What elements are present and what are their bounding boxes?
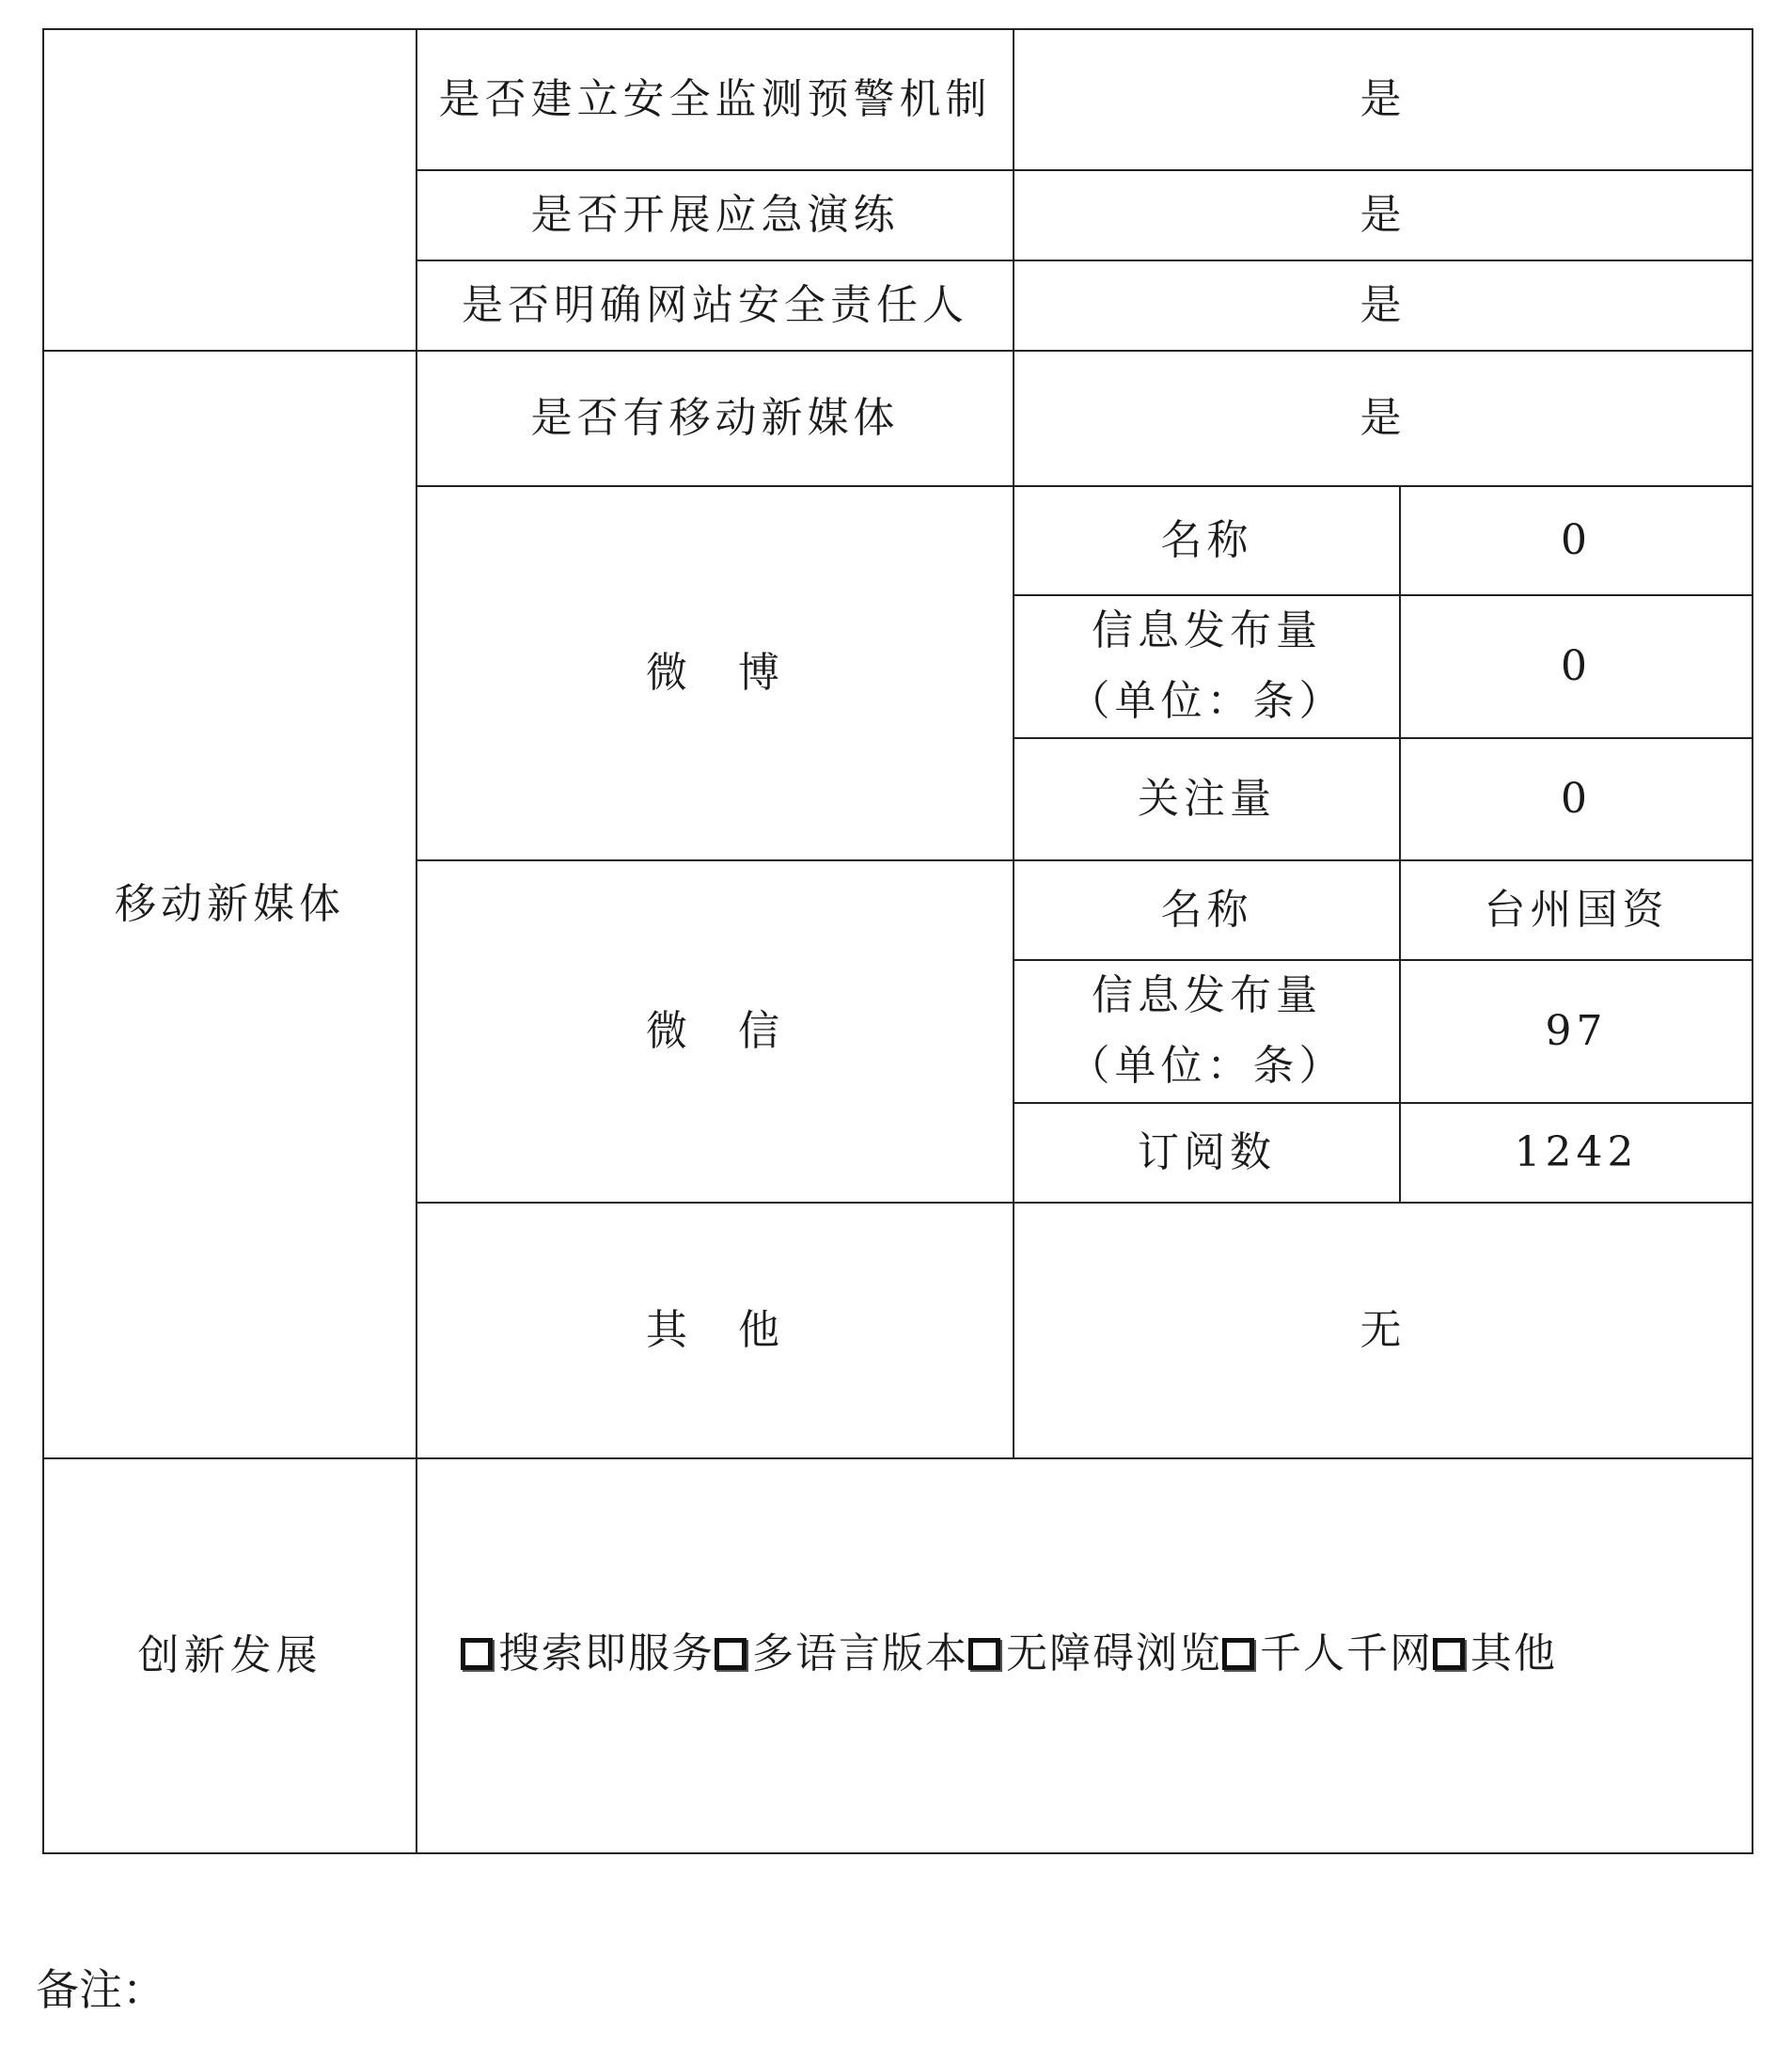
wechat-posts-label bbox=[1014, 960, 1400, 1103]
checkbox-icon[interactable] bbox=[1222, 1638, 1254, 1670]
security-owner-label: 是否明确网站安全责任人 bbox=[417, 260, 1014, 351]
security-owner-value: 是 bbox=[1014, 260, 1753, 351]
option-label: 无障碍浏览 bbox=[1006, 1629, 1222, 1677]
option-label: 搜索即服务 bbox=[498, 1629, 715, 1677]
option-label: 千人千网 bbox=[1260, 1629, 1433, 1677]
option-search-service[interactable] bbox=[461, 1619, 715, 1690]
innovation-section-label: 创新发展 bbox=[43, 1458, 417, 1853]
weibo-followers-value: 0 bbox=[1400, 738, 1753, 860]
innovation-options bbox=[461, 1619, 1557, 1693]
security-monitoring-value: 是 bbox=[1014, 29, 1753, 170]
wechat-posts-value: 97 bbox=[1400, 960, 1753, 1103]
emergency-drill-value: 是 bbox=[1014, 170, 1753, 260]
option-label: 多语言版本 bbox=[752, 1629, 968, 1677]
wechat-subscribers-label: 订阅数 bbox=[1014, 1103, 1400, 1203]
weibo-label: 微 博 bbox=[417, 486, 1014, 860]
checkbox-icon[interactable] bbox=[968, 1638, 1000, 1670]
wechat-name-value: 台州国资 bbox=[1400, 860, 1753, 960]
weibo-followers-label: 关注量 bbox=[1014, 738, 1400, 860]
checkbox-icon[interactable] bbox=[715, 1638, 747, 1670]
emergency-drill-label: 是否开展应急演练 bbox=[417, 170, 1014, 260]
other-media-label: 其 他 bbox=[417, 1203, 1014, 1458]
other-media-value: 无 bbox=[1014, 1203, 1753, 1458]
checkbox-icon[interactable] bbox=[461, 1638, 493, 1670]
option-other[interactable] bbox=[1433, 1619, 1557, 1690]
report-table bbox=[42, 28, 1753, 1854]
weibo-posts-label-line2: （单位：条） bbox=[1068, 677, 1345, 725]
checkbox-icon[interactable] bbox=[1433, 1638, 1465, 1670]
mobile-media-section-label: 移动新媒体 bbox=[43, 351, 417, 1458]
weibo-name-label: 名称 bbox=[1014, 486, 1400, 595]
wechat-subscribers-value: 1242 bbox=[1400, 1103, 1753, 1203]
weibo-posts-value: 0 bbox=[1400, 595, 1753, 738]
wechat-name-label: 名称 bbox=[1014, 860, 1400, 960]
note-label: 备注： bbox=[36, 1964, 165, 2015]
has-mobile-media-value: 是 bbox=[1014, 351, 1753, 486]
option-multilingual[interactable] bbox=[715, 1619, 968, 1690]
wechat-posts-label-line1: 信息发布量 bbox=[1092, 971, 1322, 1020]
wechat-label: 微 信 bbox=[417, 860, 1014, 1203]
security-monitoring-label: 是否建立安全监测预警机制 bbox=[417, 29, 1014, 170]
option-label: 其他 bbox=[1470, 1629, 1557, 1677]
weibo-posts-label-line1: 信息发布量 bbox=[1092, 606, 1322, 655]
option-personalized[interactable] bbox=[1222, 1619, 1433, 1690]
option-accessibility[interactable] bbox=[968, 1619, 1222, 1690]
weibo-name-value: 0 bbox=[1400, 486, 1753, 595]
innovation-options-cell bbox=[417, 1458, 1753, 1853]
wechat-posts-label-line2: （单位：条） bbox=[1068, 1042, 1345, 1090]
security-section-cell bbox=[43, 29, 417, 351]
has-mobile-media-label: 是否有移动新媒体 bbox=[417, 351, 1014, 486]
weibo-posts-label bbox=[1014, 595, 1400, 738]
